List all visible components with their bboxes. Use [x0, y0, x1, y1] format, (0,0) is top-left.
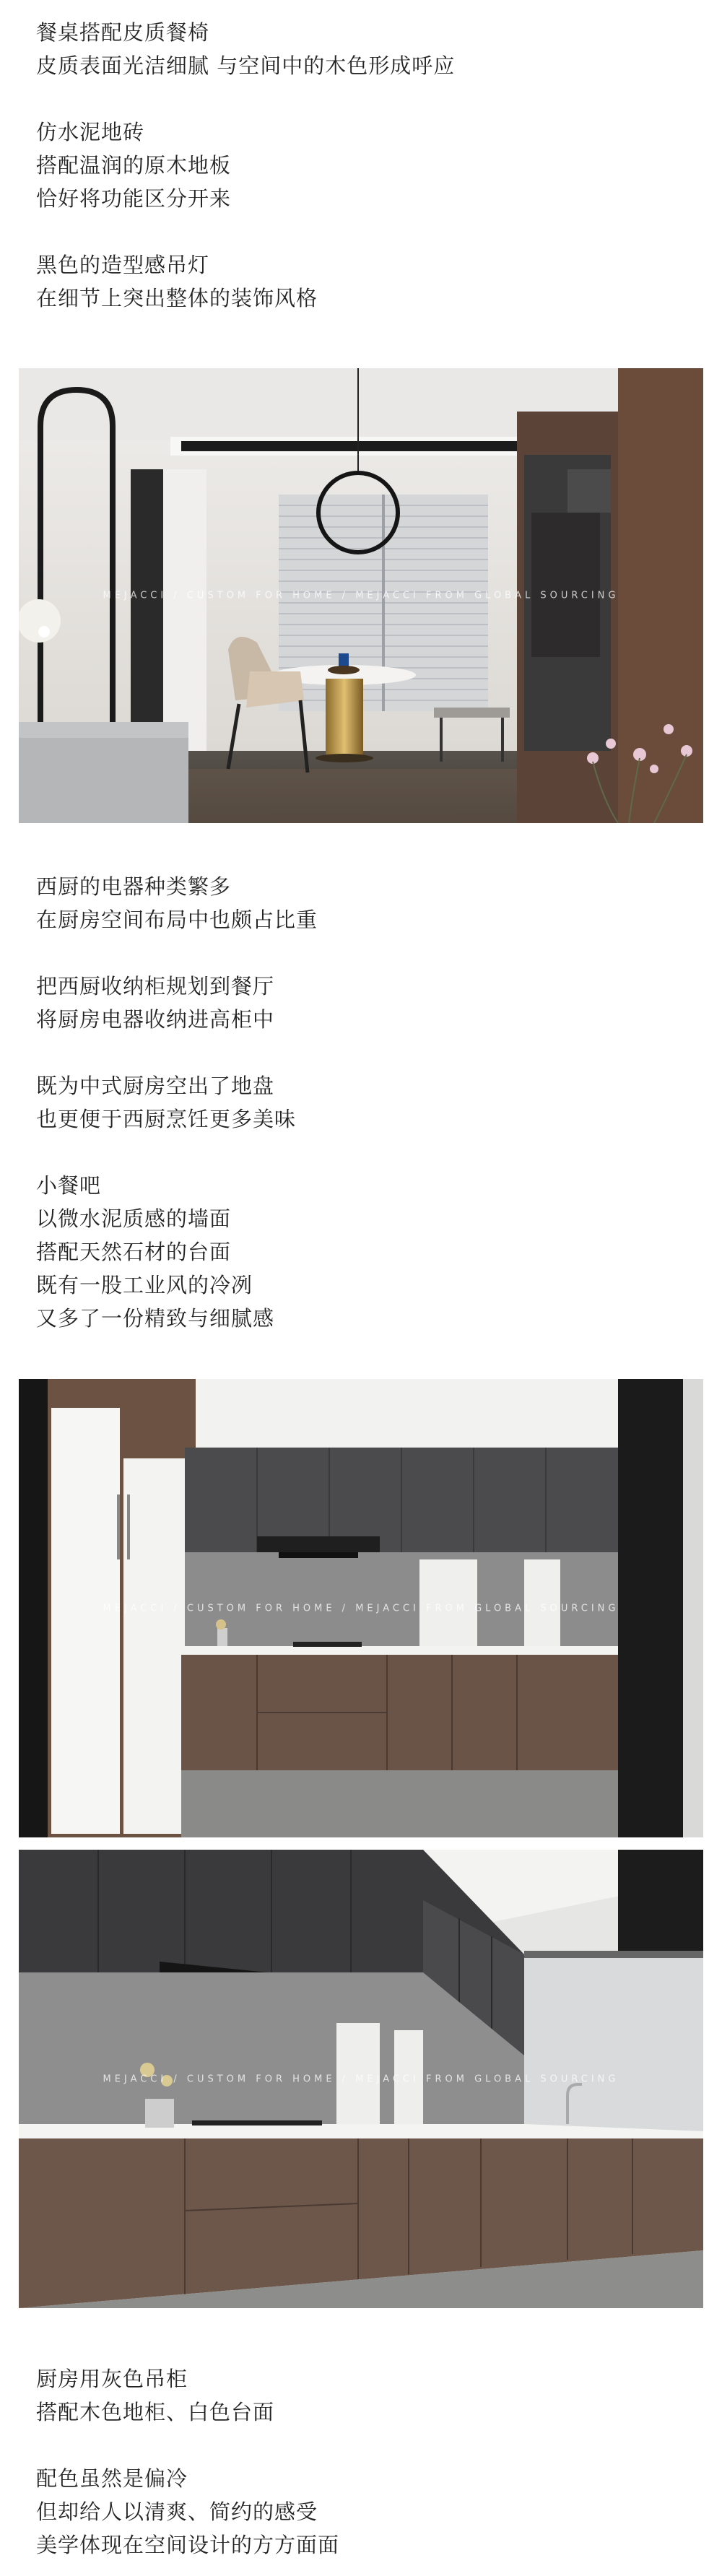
watermark-text: MEJACCI / CUSTOM FOR HOME / MEJACCI FROM GLOBAL SOURCING	[103, 590, 619, 601]
text-line: 在厨房空间布局中也颇占比重	[36, 908, 318, 932]
text-line	[36, 215, 686, 248]
kitchen-photo-corner	[19, 1850, 703, 2308]
text-line: 厨房用灰色吊柜	[36, 2367, 188, 2391]
text-line: 西厨的电器种类繁多	[36, 874, 232, 899]
text-line: 黑色的造型感吊灯	[36, 253, 210, 277]
text-line	[36, 82, 686, 116]
text-line: 恰好将功能区分开来	[36, 186, 232, 211]
text-line: 又多了一份精致与细腻感	[36, 1306, 275, 1331]
kitchen-photo-front	[19, 1379, 703, 1837]
text-line: 搭配温润的原木地板	[36, 153, 232, 178]
text-line	[36, 936, 686, 970]
text-line: 皮质表面光洁细腻 与空间中的木色形成呼应	[36, 53, 456, 78]
text-line: 但却给人以清爽、简约的感受	[36, 2499, 318, 2524]
text-line: 在细节上突出整体的装饰风格	[36, 286, 318, 310]
text-block-color-scheme	[36, 2362, 686, 2562]
text-line	[36, 1036, 686, 1069]
text-block-dining	[36, 16, 686, 315]
text-line: 配色虽然是偏冷	[36, 2466, 188, 2491]
text-line: 餐桌搭配皮质餐椅	[36, 20, 210, 45]
watermark-text: MEJACCI / CUSTOM FOR HOME / MEJACCI FROM GLOBAL SOURCING	[103, 2074, 619, 2084]
text-line: 将厨房电器收纳进高柜中	[36, 1007, 275, 1032]
text-line	[36, 1136, 686, 1169]
watermark-text: MEJACCI / CUSTOM FOR HOME / MEJACCI FROM GLOBAL SOURCING	[103, 1603, 619, 1614]
text-line: 仿水泥地砖	[36, 120, 145, 144]
text-line: 搭配木色地柜、白色台面	[36, 2400, 275, 2424]
text-line: 也更便于西厨烹饪更多美味	[36, 1107, 297, 1131]
text-line: 把西厨收纳柜规划到餐厅	[36, 974, 275, 998]
text-line: 既为中式厨房空出了地盘	[36, 1074, 275, 1098]
text-line: 既有一股工业风的冷冽	[36, 1273, 253, 1297]
text-line: 小餐吧	[36, 1173, 102, 1198]
text-block-western-kitchen	[36, 870, 686, 1335]
text-line: 搭配天然石材的台面	[36, 1240, 232, 1264]
text-line: 以微水泥质感的墙面	[36, 1206, 232, 1231]
text-line	[36, 2429, 686, 2462]
dining-room-photo	[19, 368, 703, 823]
text-line: 美学体现在空间设计的方方面面	[36, 2533, 340, 2557]
